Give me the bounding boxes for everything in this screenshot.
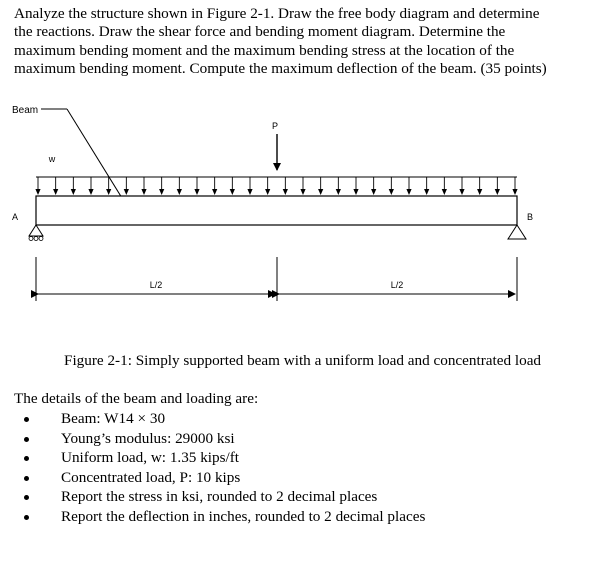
- problem-line: Analyze the structure shown in Figure 2-1. Draw the free body diagram and determine: [14, 5, 540, 22]
- list-item-text: Uniform load, w: 1.35 kips/ft: [61, 449, 240, 467]
- bullet-icon: [24, 437, 29, 442]
- list-item-text: Report the stress in ksi, rounded to 2 decimal places: [61, 488, 378, 506]
- dim-left-label: L/2: [149, 280, 163, 290]
- udl-arrow-head: [106, 189, 111, 195]
- udl-arrow-head: [318, 189, 323, 195]
- udl-arrow-head: [424, 189, 429, 195]
- load-p-label: P: [271, 121, 279, 131]
- udl-arrow-head: [124, 189, 129, 195]
- udl-arrow-head: [283, 189, 288, 195]
- udl-arrow-head: [389, 189, 394, 195]
- support-a-roller: [29, 225, 43, 241]
- udl-arrow-head: [35, 189, 40, 195]
- udl-arrows: [35, 177, 517, 195]
- list-item-text: Beam: W14 × 30: [61, 410, 166, 427]
- udl-arrow-head: [71, 189, 76, 195]
- list-item: [14, 409, 425, 429]
- details-title: The details of the beam and loading are:: [14, 390, 259, 407]
- udl-arrow-head: [230, 189, 235, 195]
- udl-arrow-head: [353, 189, 358, 195]
- list-item-text: Report the deflection in inches, rounded to 2 decimal places: [61, 507, 426, 525]
- support-b-label: B: [527, 212, 534, 222]
- list-item: [14, 429, 425, 449]
- list-item-text: Young’s modulus: 29000 ksi: [61, 429, 235, 447]
- udl-arrow-head: [300, 189, 305, 195]
- udl-arrow-head: [406, 189, 411, 195]
- details-list: [14, 409, 425, 527]
- list-item-text: Concentrated load, P: 10 kips: [61, 468, 241, 486]
- udl-arrow-head: [212, 189, 217, 195]
- udl-arrow-head: [194, 189, 199, 195]
- udl-arrow-head: [495, 189, 500, 195]
- udl-arrow-head: [177, 189, 182, 195]
- bullet-icon: [24, 456, 29, 461]
- problem-line: maximum bending moment and the maximum bending stress at the location of the: [14, 41, 515, 59]
- udl-arrow-head: [159, 189, 164, 195]
- list-item: [14, 487, 425, 507]
- udl-arrow-head: [459, 189, 464, 195]
- udl-arrow-head: [442, 189, 447, 195]
- bullet-icon: [24, 495, 29, 500]
- bullet-icon: [24, 476, 29, 481]
- load-w-label: w: [48, 154, 56, 164]
- support-b-pin: [508, 225, 526, 239]
- list-item: [14, 468, 425, 488]
- udl-arrow-head: [512, 189, 517, 195]
- udl-arrow-head: [371, 189, 376, 195]
- udl-arrow-head: [141, 189, 146, 195]
- udl-arrow-head: [477, 189, 482, 195]
- bullet-icon: [24, 515, 29, 520]
- udl-arrow-head: [88, 189, 93, 195]
- problem-line: maximum bending moment. Compute the maximum deflection of the beam. (35 points): [14, 59, 547, 77]
- udl-arrow-head: [336, 189, 341, 195]
- udl-arrow-head: [247, 189, 252, 195]
- udl-arrow-head: [265, 189, 270, 195]
- support-a-label: A: [12, 212, 19, 222]
- dim-right-label: L/2: [390, 280, 404, 290]
- bullet-icon: [24, 417, 29, 422]
- udl-arrow-head: [53, 189, 58, 195]
- list-item: [14, 448, 425, 468]
- figure-caption: Figure 2-1: Simply supported beam with a uniform load and concentrated load: [64, 352, 542, 369]
- list-item: [14, 507, 425, 527]
- beam-label: Beam: [12, 105, 39, 116]
- beam-body: [36, 196, 517, 225]
- problem-line: the reactions. Draw the shear force and bending moment diagram. Determine the: [14, 23, 506, 41]
